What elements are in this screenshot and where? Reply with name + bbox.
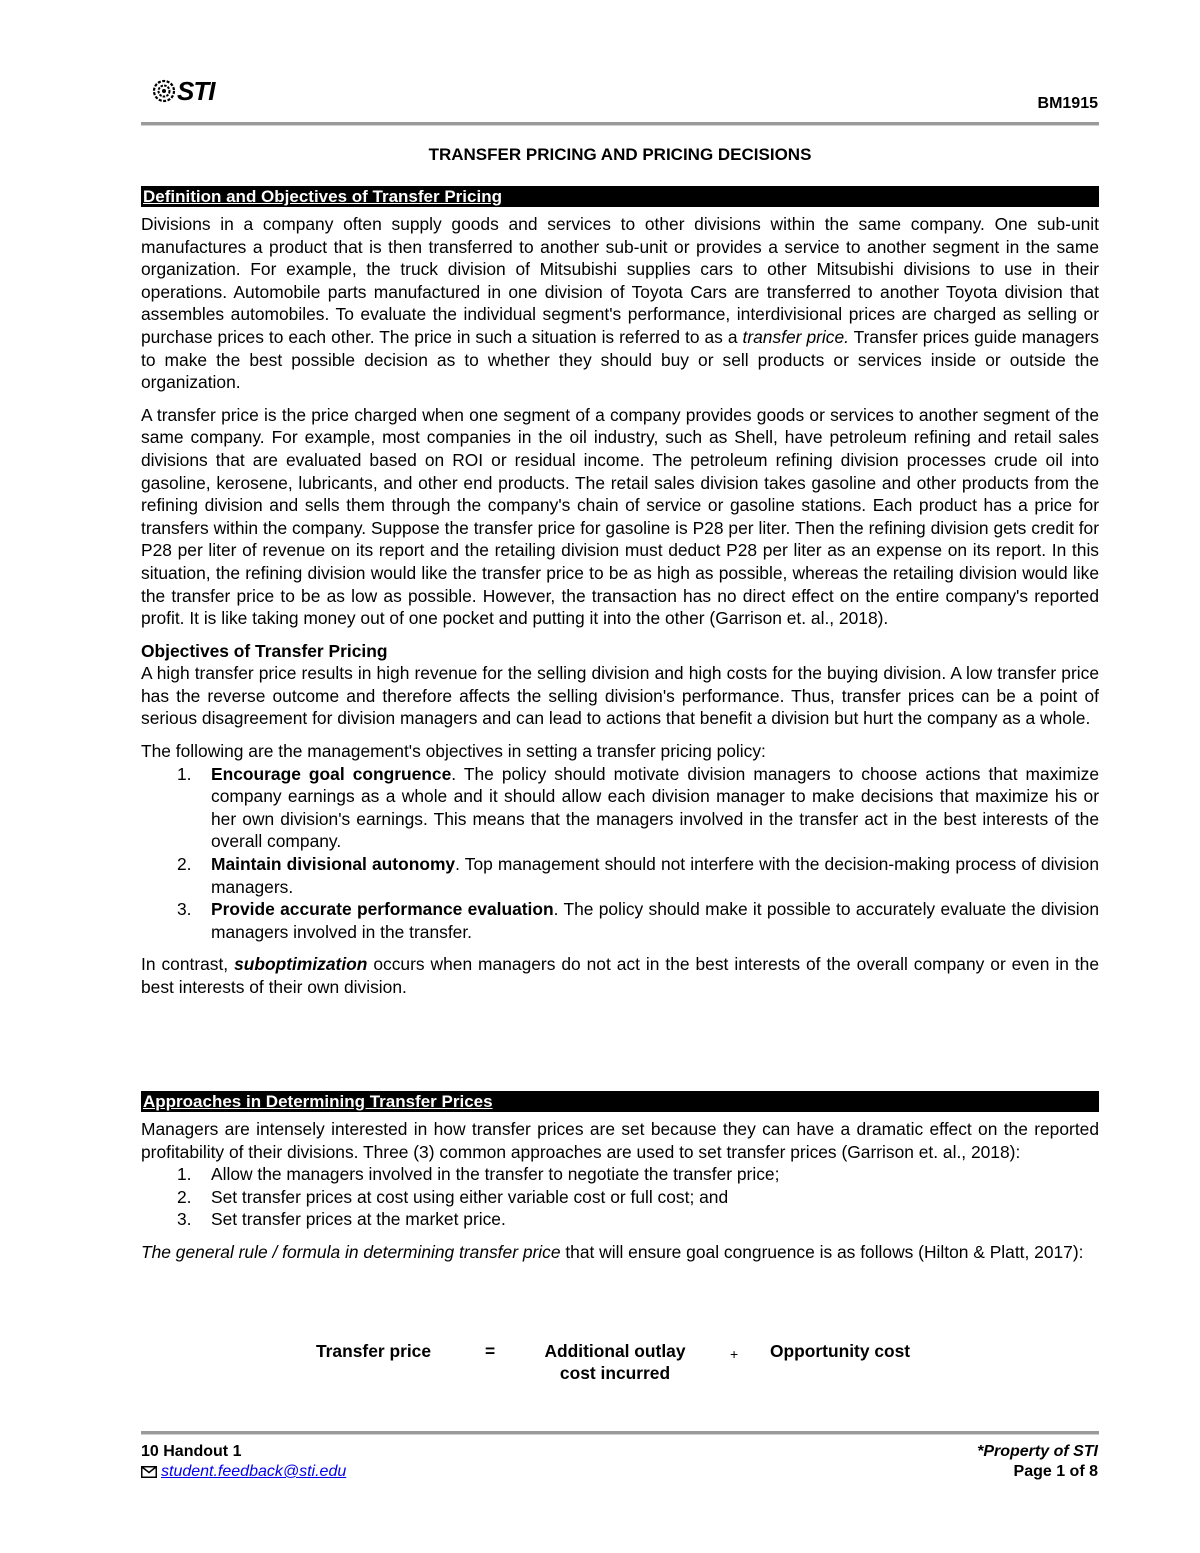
list-text [211,898,1099,943]
page-title: TRANSFER PRICING AND PRICING DECISIONS [428,145,812,164]
section-heading-definition: Definition and Objectives of Transfer Pricing [141,186,1099,207]
list-number: 3. [177,899,192,920]
list-text [211,853,1099,898]
subheading-objectives: Objectives of Transfer Pricing [141,640,388,661]
footer-right [977,1442,1098,1482]
list-item [141,1186,1099,1209]
document-code: BM1915 [1037,95,1098,112]
approaches-list [141,1163,1099,1231]
logo-text: STI [177,76,215,106]
objectives-list [141,763,1099,944]
list-number: 1. [177,1164,192,1185]
list-text: Set transfer prices at cost using either variable cost or full cost; and [211,1186,729,1207]
list-number: 1. [177,763,192,784]
list-item [141,853,1099,898]
list-item [141,898,1099,943]
general-rule-italic: The general rule / formula in determining transfer price [141,1241,561,1262]
paragraph-general-rule [141,1241,1099,1264]
section-approaches [141,1091,1099,1264]
objective-text: . The policy should motivate division managers to choose actions that maximize company earnings as a whole and it should allow each division manager to make decisions that maximize his or her own division's earnings. This means that the managers involved in the transfer act in the best interests of the overall company. [211,763,1099,852]
paragraph-text: occurs when managers do not act in the best interests of the overall company or even in the best interests of their own division. [141,954,1099,997]
paragraph-managers-interested: Managers are intensely interested in how transfer prices are set because they can have a dramatic effect on the reported profitability of their divisions. Three (3) common approaches are used to set transfer prices (Garrison et. al., 2018): [141,1119,1099,1162]
property-notice: *Property of STI [977,1443,1098,1460]
footer-divider [141,1431,1099,1435]
list-item [141,763,1099,853]
paragraph-divisions [141,213,1099,394]
sti-logo [152,78,214,104]
objective-text: . Top management should not interfere with the decision-making process of division managers. [211,854,1099,897]
paragraph-high-transfer-price: A high transfer price results in high revenue for the selling division and high costs for the buying division. A low transfer price has the reverse outcome and therefore affects the selling division's performance. Thus, transfer prices can be a point of serious disagreement for division managers and can lead to actions that benefit a division but hurt the company as a whole. [141,663,1099,729]
objective-text: . The policy should make it possible to accurately evaluate the division managers involved in the transfer. [211,899,1099,942]
paragraph-transfer-price-definition: A transfer price is the price charged when one segment of a company provides goods or services to another segment of the same company. For example, most companies in the oil industry, such as Shell, have petroleum refining and retail sales divisions that are evaluated based on ROI or residual income. The petroleum refining division processes crude oil into gasoline, kerosene, lubricants, and other end products. The retail sales division takes gasoline and other products from the refining division and sells them through the company's chain of service or gasoline stations. Each product has a price for transfers within the company. Suppose the transfer price for gasoline is P28 per liter. Then the refining division gets credit for P28 per liter of revenue on its report and the retailing division must deduct P28 per liter as an expense on its report. In this situation, the refining division would like the transfer price to be as high as possible, whereas the retailing division would like the transfer price to be as low as possible. However, the transaction has no direct effect on the entire company's reported profit. It is like taking money out of one pocket and putting it into the other (Garrison et. al., 2018). [141,404,1099,629]
footer-left [141,1442,346,1482]
term-transfer-price: transfer price. [742,326,849,347]
paragraph-management-objectives: The following are the management's objectives in setting a transfer pricing policy: [141,741,766,762]
feedback-email-link[interactable]: student.feedback@sti.edu [161,1463,347,1480]
paragraph-suboptimization [141,953,1099,998]
paragraph-text: Transfer prices guide managers to make the best possible decision as to whether they should buy or sell products or services inside or outside the organization. [141,326,1099,393]
list-item [141,1163,1099,1186]
objective-title: Maintain divisional autonomy [211,854,456,875]
paragraph-text: that will ensure goal congruence is as follows (Hilton & Platt, 2017): [560,1241,1084,1262]
term-suboptimization: suboptimization [234,954,368,975]
formula-term-outlay [534,1340,696,1384]
list-text: Set transfer prices at the market price. [211,1209,506,1230]
formula-equals: = [485,1341,496,1361]
globe-logo-icon [152,79,176,103]
section-heading-approaches: Approaches in Determining Transfer Prices [141,1091,1099,1112]
handout-label: 10 Handout 1 [141,1443,242,1460]
list-number: 2. [177,854,192,875]
list-text [211,763,1099,853]
feedback-email-row [141,1462,346,1482]
list-item [141,1208,1099,1231]
page-number: Page 1 of 8 [1013,1463,1098,1480]
list-number: 2. [177,1186,192,1207]
formula-plus: + [730,1346,739,1362]
paragraph-text: Divisions in a company often supply goods and services to other divisions within the same company. One sub-unit manufactures a product that is then transferred to another sub-unit or provides a service to another segment in the same organization. For example, the truck division of Mitsubishi supplies cars to other Mitsubishi divisions to use in their operations. Automobile parts manufactured in one division of Toyota Cars are transferred to another Toyota division that assembles automobiles. To evaluate the individual segment's performance, interdivisional prices are charged as selling or purchase prices to each other. The price in such a situation is referred to as a [141,214,1099,347]
list-text: Allow the managers involved in the transfer to negotiate the transfer price; [211,1164,780,1185]
envelope-icon [141,1466,157,1478]
formula-term-line: Additional outlay [544,1341,686,1361]
list-number: 3. [177,1209,192,1230]
header-divider [141,122,1099,126]
formula-term-opportunity: Opportunity cost [770,1341,911,1361]
objective-title: Provide accurate performance evaluation [211,899,554,920]
paragraph-text: In contrast, [141,954,235,975]
formula-term-line: cost incurred [559,1363,671,1383]
formula-lhs: Transfer price [316,1341,432,1361]
section-definition [141,186,1099,999]
objective-title: Encourage goal congruence [211,763,452,784]
